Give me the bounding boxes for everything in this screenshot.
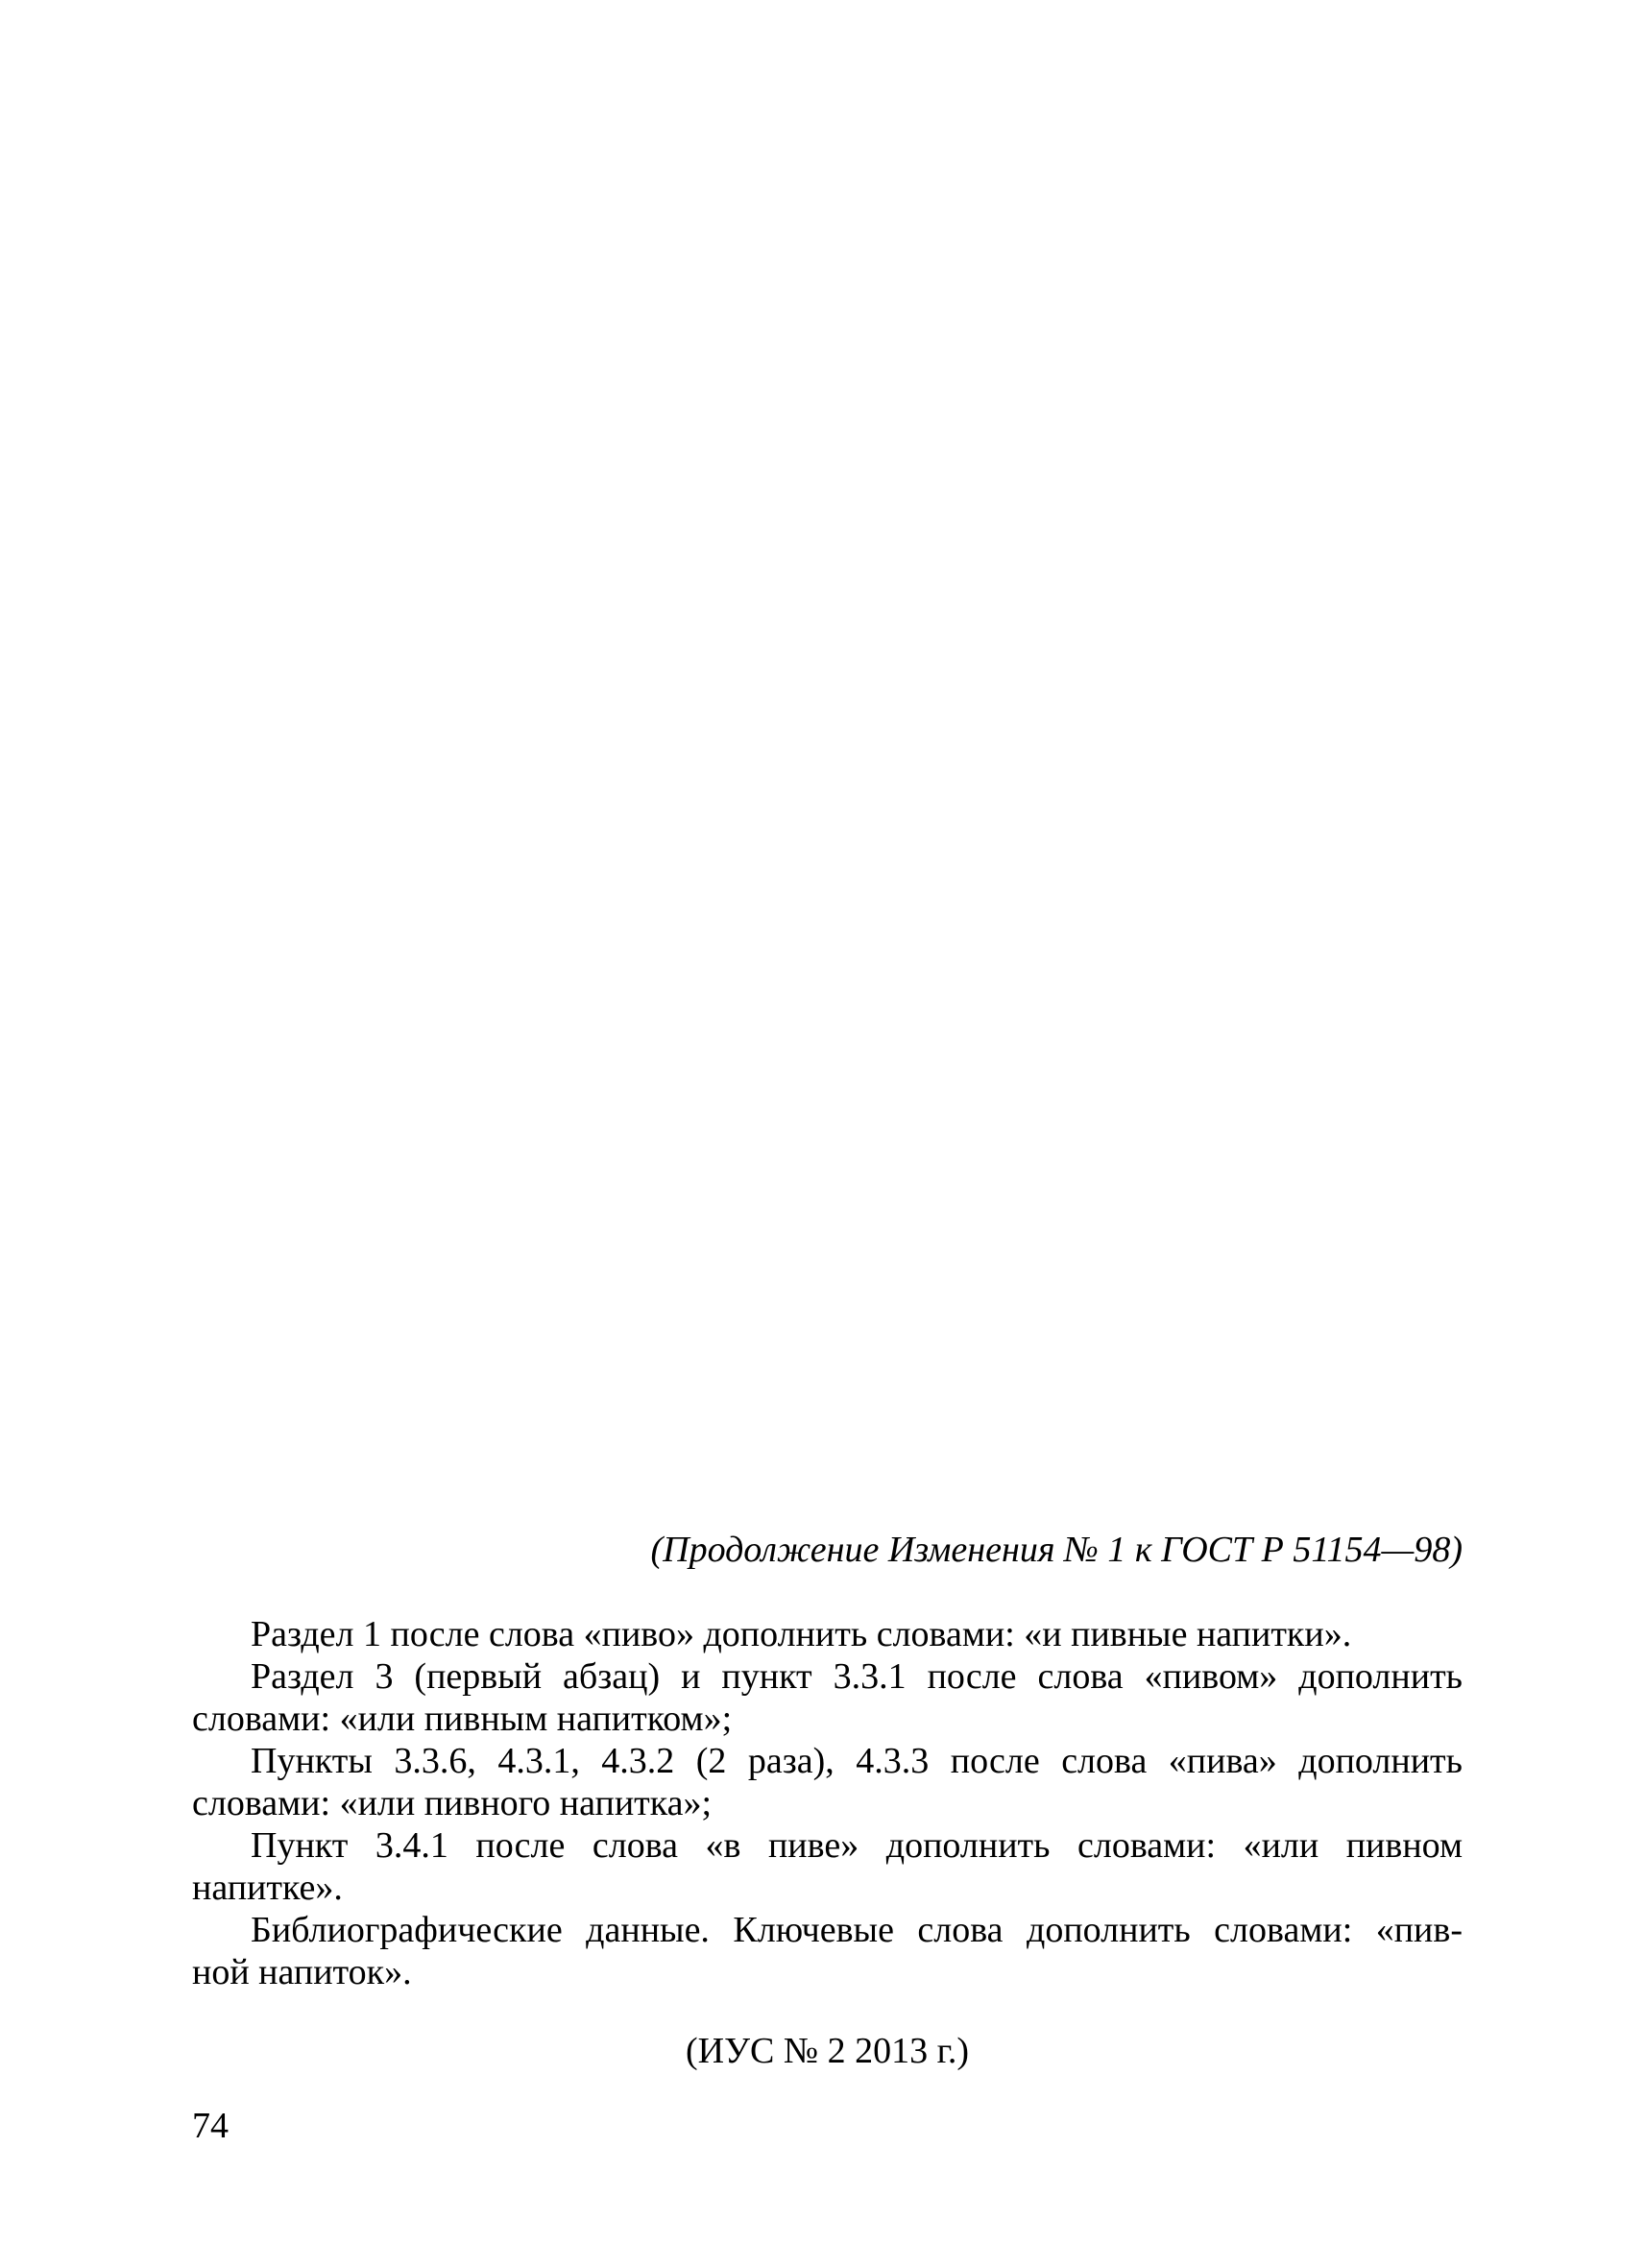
text-line: словами: «или пивным напитком»; — [192, 1699, 733, 1739]
text-line: Пункт 3.4.1 после слова «в пиве» дополнить словами: «или пивном — [251, 1825, 1463, 1866]
text-line: словами: «или пивного напитка»; — [192, 1783, 713, 1823]
amendment-body — [192, 1613, 1463, 1993]
text-line: Пункты 3.3.6, 4.3.1, 4.3.2 (2 раза), 4.3.3 после слова «пива» дополнить — [251, 1741, 1463, 1781]
page-number: 74 — [192, 2106, 229, 2146]
paragraph-point-3-4-1 — [192, 1824, 1463, 1909]
paragraph-points-list — [192, 1740, 1463, 1824]
paragraph-section-3 — [192, 1655, 1463, 1740]
text-line: Раздел 3 (первый абзац) и пункт 3.3.1 после слова «пивом» дополнить — [251, 1656, 1463, 1697]
paragraph-section-1 — [192, 1613, 1463, 1655]
text-line: Библиографические данные. Ключевые слова дополнить словами: «пив- — [251, 1910, 1463, 1950]
text-line: ной напиток». — [192, 1952, 412, 1992]
text-line: Раздел 1 после слова «пиво» дополнить словами: «и пивные напитки». — [251, 1614, 1352, 1654]
text-line: напитке». — [192, 1868, 343, 1908]
paragraph-bibliographic-data — [192, 1909, 1463, 1993]
ius-reference: (ИУС № 2 2013 г.) — [685, 2031, 970, 2071]
amendment-continuation-note: (Продолжение Изменения № 1 к ГОСТ Р 51154—98) — [650, 1530, 1463, 1570]
